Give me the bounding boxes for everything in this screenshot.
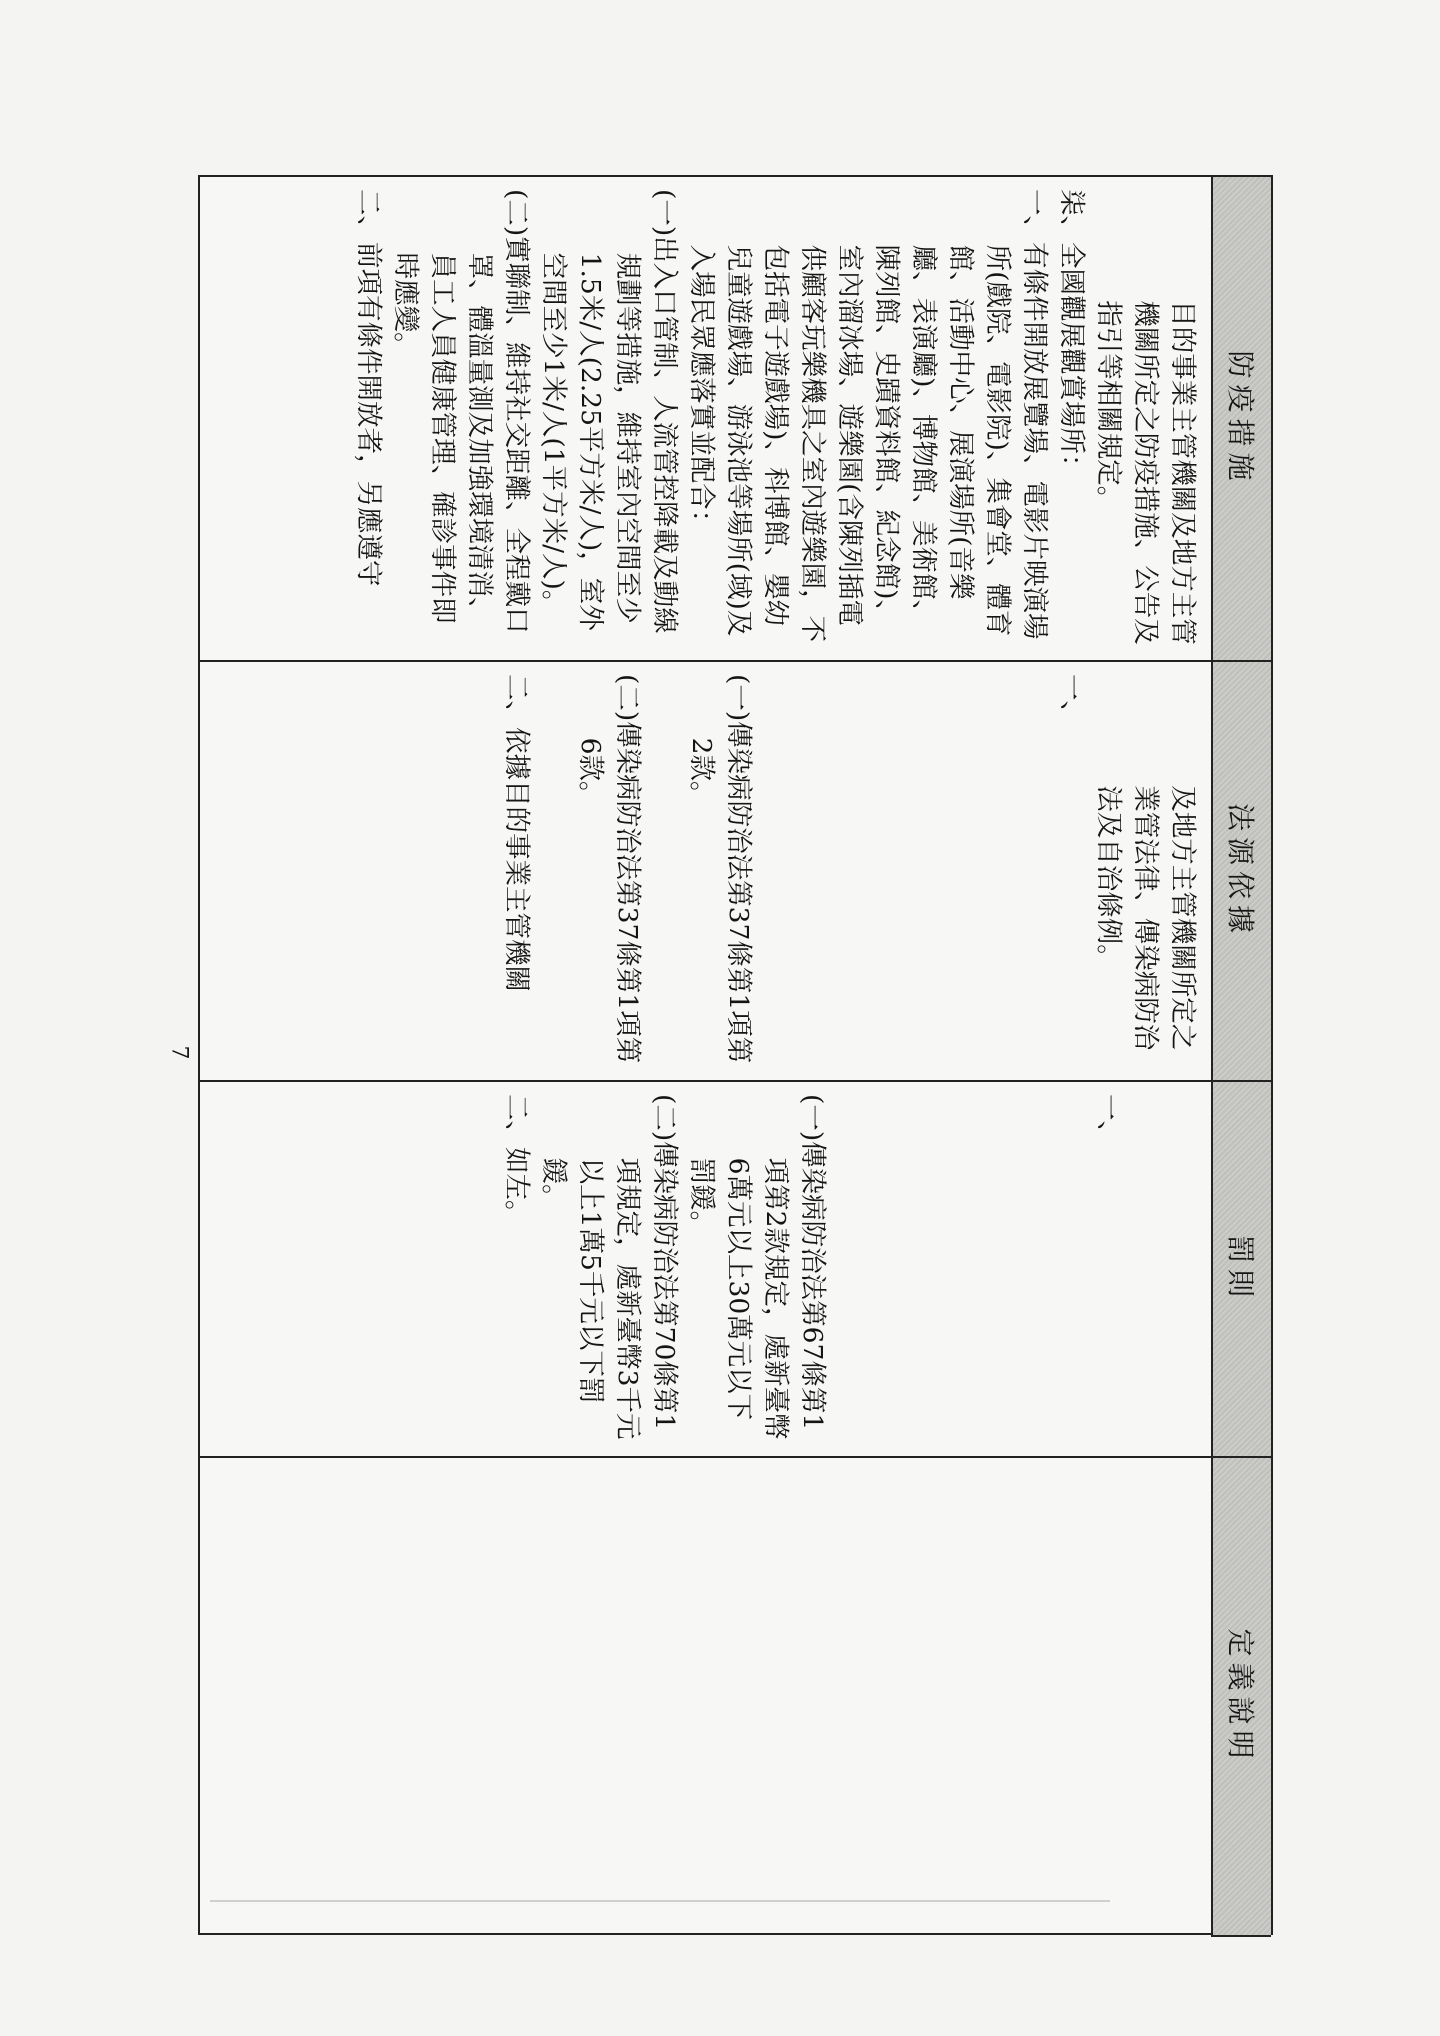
penalty-cell — [200, 1082, 1211, 1458]
measures-cell — [200, 177, 1211, 662]
measures-table — [198, 175, 1273, 1935]
measures-intro: 目的事業主管機關及地方主管機關所定之防疫措施、公告及指引等相關規定。 — [1093, 300, 1198, 645]
measures-item2: 二、前項有條件開放者，另應遵守 — [353, 189, 384, 587]
penalty-item2: 二、如左。 — [501, 1094, 532, 1227]
header-measures: 防疫措施 — [1211, 177, 1271, 662]
penalty-item1-num: 一、 — [1093, 1094, 1124, 1147]
measures-sub2: (二)實聯制、維持社交距離、全程戴口罩、體溫量測及加強環境清消、員工人員健康管理、確診事件即時應變。 — [390, 189, 532, 634]
header-penalty: 罰則 — [1211, 1082, 1271, 1458]
penalty-sub2: (二)傳染病防治法第70條第1項規定，處新臺幣3千元以上1萬5千元以下罰鍰。 — [538, 1094, 680, 1440]
section7-title: 柒、全國觀展觀賞場所： — [1056, 189, 1087, 481]
legal-item1-num: 一、 — [1056, 674, 1087, 727]
header-definition: 定義說明 — [1211, 1458, 1271, 1937]
legal-basis-cell — [200, 662, 1211, 1082]
measures-sub1: (一)出入口管制、人流管控降載及動線規劃等措施，維持室內空間至少1.5米/人(2.25平方米/人)，室外空間至少1米/人(1平方米/人)。 — [538, 189, 680, 634]
legal-sub2: (二)傳染病防治法第37條第1項第6款。 — [575, 674, 643, 1064]
legal-intro: 及地方主管機關所定之業管法律、傳染病防治法及自治條例。 — [1093, 785, 1198, 1051]
definition-cell — [200, 1458, 1211, 1937]
measures-item1: 一、有條件開放展覽場、電影片映演場所(戲院、電影院)、集會堂、體育館、活動中心、展演場所(音樂廳、表演廳)、博物館、美術館、陳列館、史蹟資料館、紀念館)、室內溜冰場、遊樂園(含陳列插電供顧客玩樂機具之室內遊樂園，不包括電子遊戲場)、科博館、嬰幼兒童遊戲場、游泳池等場所(域)及入場民眾應落實並配合： — [686, 189, 1050, 643]
header-legal-basis: 法源依據 — [1211, 662, 1271, 1082]
legal-sub1: (一)傳染病防治法第37條第1項第2款。 — [686, 674, 754, 1064]
legal-item2: 二、依據目的事業主管機關 — [501, 674, 532, 992]
page-number: 7 — [166, 1045, 192, 1060]
penalty-sub1: (一)傳染病防治法第67條第1項第2款規定，處新臺幣6萬元以上30萬元以下罰鍰。 — [686, 1094, 828, 1440]
scan-edge — [210, 1900, 1110, 1902]
